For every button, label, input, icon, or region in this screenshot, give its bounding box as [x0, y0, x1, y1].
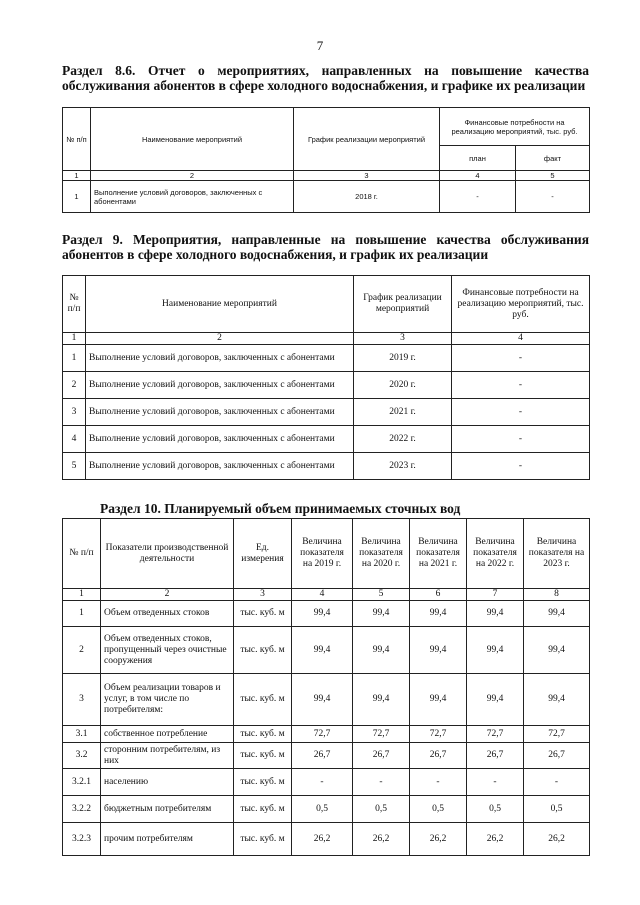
row-value-2019: - [292, 769, 353, 796]
row-value-2021: 99,4 [410, 601, 467, 627]
row-unit: тыс. куб. м [234, 627, 292, 674]
row-unit: тыс. куб. м [234, 601, 292, 627]
row-value-2020: - [353, 769, 410, 796]
row-schedule: 2021 г. [354, 399, 452, 426]
col-number: 3 [294, 171, 440, 181]
row-value-2022: 72,7 [467, 726, 524, 743]
header-unit: Ед. измерения [234, 519, 292, 589]
row-num: 2 [63, 627, 101, 674]
table-row [63, 453, 590, 480]
row-unit: тыс. куб. м [234, 796, 292, 823]
row-value-2021: 99,4 [410, 627, 467, 674]
row-indicator: прочим потребителям [101, 823, 234, 856]
row-finance: - [452, 399, 590, 426]
col-number: 5 [353, 589, 410, 601]
table-row [63, 345, 590, 372]
row-value-2023: 72,7 [524, 726, 590, 743]
header-plan: план [440, 146, 516, 171]
row-num: 3 [63, 399, 86, 426]
row-name: Выполнение условий договоров, заключенных с абонентами [91, 181, 294, 213]
row-indicator: бюджетным потребителям [101, 796, 234, 823]
row-value-2022: - [467, 769, 524, 796]
row-finance: - [452, 372, 590, 399]
row-value-2023: 99,4 [524, 674, 590, 726]
row-num: 3.2.3 [63, 823, 101, 856]
col-number: 1 [63, 333, 86, 345]
row-value-2022: 99,4 [467, 674, 524, 726]
col-number: 5 [516, 171, 590, 181]
row-num: 1 [63, 345, 86, 372]
table-row [63, 823, 590, 856]
row-plan: - [440, 181, 516, 213]
row-value-2020: 99,4 [353, 601, 410, 627]
row-value-2020: 72,7 [353, 726, 410, 743]
row-value-2022: 0,5 [467, 796, 524, 823]
row-value-2022: 99,4 [467, 601, 524, 627]
col-number: 2 [91, 171, 294, 181]
header-2023: Величина показателя на 2023 г. [524, 519, 590, 589]
row-num: 3.2.1 [63, 769, 101, 796]
col-number: 8 [524, 589, 590, 601]
row-value-2019: 26,7 [292, 743, 353, 769]
section-9-table [62, 275, 590, 480]
row-value-2022: 99,4 [467, 627, 524, 674]
header-2021: Величина показателя на 2021 г. [410, 519, 467, 589]
row-finance: - [452, 345, 590, 372]
section-8-6-table [62, 107, 590, 213]
row-value-2021: - [410, 769, 467, 796]
row-value-2020: 26,7 [353, 743, 410, 769]
col-number: 3 [234, 589, 292, 601]
header-num: № п/п [63, 276, 86, 333]
row-value-2019: 0,5 [292, 796, 353, 823]
row-num: 3.2.2 [63, 796, 101, 823]
row-indicator: собственное потребление [101, 726, 234, 743]
row-unit: тыс. куб. м [234, 674, 292, 726]
section-10-heading: Раздел 10. Планируемый объем принимаемых сточных вод [100, 501, 461, 516]
header-2022: Величина показателя на 2022 г. [467, 519, 524, 589]
row-indicator: сторонним потребителям, из них [101, 743, 234, 769]
col-number: 2 [86, 333, 354, 345]
header-num: № п/п [63, 108, 91, 171]
row-value-2020: 99,4 [353, 674, 410, 726]
table-row [63, 372, 590, 399]
row-value-2023: 99,4 [524, 627, 590, 674]
col-number: 3 [354, 333, 452, 345]
section-8-6-heading: Раздел 8.6. Отчет о мероприятиях, направленных на повышение качества обслуживания абонентов в сфере холодного водоснабжения, и графике их реализации [62, 63, 589, 93]
header-fact: факт [516, 146, 590, 171]
table-row [63, 627, 590, 674]
row-value-2023: 0,5 [524, 796, 590, 823]
row-name: Выполнение условий договоров, заключенных с абонентами [86, 426, 354, 453]
row-value-2019: 26,2 [292, 823, 353, 856]
row-value-2020: 99,4 [353, 627, 410, 674]
row-indicator: населению [101, 769, 234, 796]
row-value-2022: 26,7 [467, 743, 524, 769]
row-unit: тыс. куб. м [234, 743, 292, 769]
row-value-2021: 26,7 [410, 743, 467, 769]
column-numbers-row [63, 589, 590, 601]
row-value-2021: 0,5 [410, 796, 467, 823]
row-num: 3.1 [63, 726, 101, 743]
row-schedule: 2018 г. [294, 181, 440, 213]
header-2019: Величина показателя на 2019 г. [292, 519, 353, 589]
table-row [63, 743, 590, 769]
row-value-2023: - [524, 769, 590, 796]
header-name: Наименование мероприятий [86, 276, 354, 333]
header-indicator: Показатели производственной деятельности [101, 519, 234, 589]
col-number: 4 [292, 589, 353, 601]
row-num: 1 [63, 601, 101, 627]
row-value-2019: 99,4 [292, 601, 353, 627]
row-indicator: Объем отведенных стоков, пропущенный через очистные сооружения [101, 627, 234, 674]
row-value-2021: 26,2 [410, 823, 467, 856]
row-num: 2 [63, 372, 86, 399]
row-finance: - [452, 426, 590, 453]
header-num: № п/п [63, 519, 101, 589]
row-name: Выполнение условий договоров, заключенных с абонентами [86, 372, 354, 399]
row-name: Выполнение условий договоров, заключенных с абонентами [86, 453, 354, 480]
table-row [63, 796, 590, 823]
row-value-2019: 99,4 [292, 674, 353, 726]
col-number: 2 [101, 589, 234, 601]
col-number: 1 [63, 589, 101, 601]
row-unit: тыс. куб. м [234, 823, 292, 856]
section-10-table [62, 518, 590, 856]
row-num: 3 [63, 674, 101, 726]
table-row [63, 426, 590, 453]
row-value-2020: 0,5 [353, 796, 410, 823]
row-value-2019: 99,4 [292, 627, 353, 674]
header-2020: Величина показателя на 2020 г. [353, 519, 410, 589]
row-schedule: 2022 г. [354, 426, 452, 453]
column-numbers-row [63, 333, 590, 345]
row-value-2020: 26,2 [353, 823, 410, 856]
row-num: 3.2 [63, 743, 101, 769]
header-finance: Финансовые потребности на реализацию мероприятий, тыс. руб. [440, 108, 590, 146]
row-name: Выполнение условий договоров, заключенных с абонентами [86, 399, 354, 426]
header-schedule: График реализации мероприятий [354, 276, 452, 333]
row-indicator: Объем отведенных стоков [101, 601, 234, 627]
row-num: 5 [63, 453, 86, 480]
row-value-2019: 72,7 [292, 726, 353, 743]
table-row [63, 399, 590, 426]
row-schedule: 2020 г. [354, 372, 452, 399]
table-row [63, 674, 590, 726]
row-value-2021: 72,7 [410, 726, 467, 743]
header-finance: Финансовые потребности на реализацию мероприятий, тыс. руб. [452, 276, 590, 333]
table-row [63, 601, 590, 627]
row-schedule: 2019 г. [354, 345, 452, 372]
row-name: Выполнение условий договоров, заключенных с абонентами [86, 345, 354, 372]
column-numbers-row [63, 171, 590, 181]
row-value-2021: 99,4 [410, 674, 467, 726]
col-number: 4 [440, 171, 516, 181]
col-number: 4 [452, 333, 590, 345]
row-value-2022: 26,2 [467, 823, 524, 856]
col-number: 7 [467, 589, 524, 601]
table-row [63, 181, 590, 213]
row-value-2023: 26,2 [524, 823, 590, 856]
row-value-2023: 26,7 [524, 743, 590, 769]
col-number: 6 [410, 589, 467, 601]
row-fact: - [516, 181, 590, 213]
table-row [63, 726, 590, 743]
header-schedule: График реализации мероприятий [294, 108, 440, 171]
row-indicator: Объем реализации товаров и услуг, в том числе по потребителям: [101, 674, 234, 726]
row-schedule: 2023 г. [354, 453, 452, 480]
row-num: 4 [63, 426, 86, 453]
row-value-2023: 99,4 [524, 601, 590, 627]
table-row [63, 769, 590, 796]
row-unit: тыс. куб. м [234, 769, 292, 796]
header-name: Наименование мероприятий [91, 108, 294, 171]
row-finance: - [452, 453, 590, 480]
section-9-heading: Раздел 9. Мероприятия, направленные на повышение качества обслуживания абонентов в сфере холодного водоснабжения, и график их реализации [62, 232, 589, 262]
row-unit: тыс. куб. м [234, 726, 292, 743]
col-number: 1 [63, 171, 91, 181]
row-num: 1 [63, 181, 91, 213]
page-number: 7 [316, 38, 324, 53]
